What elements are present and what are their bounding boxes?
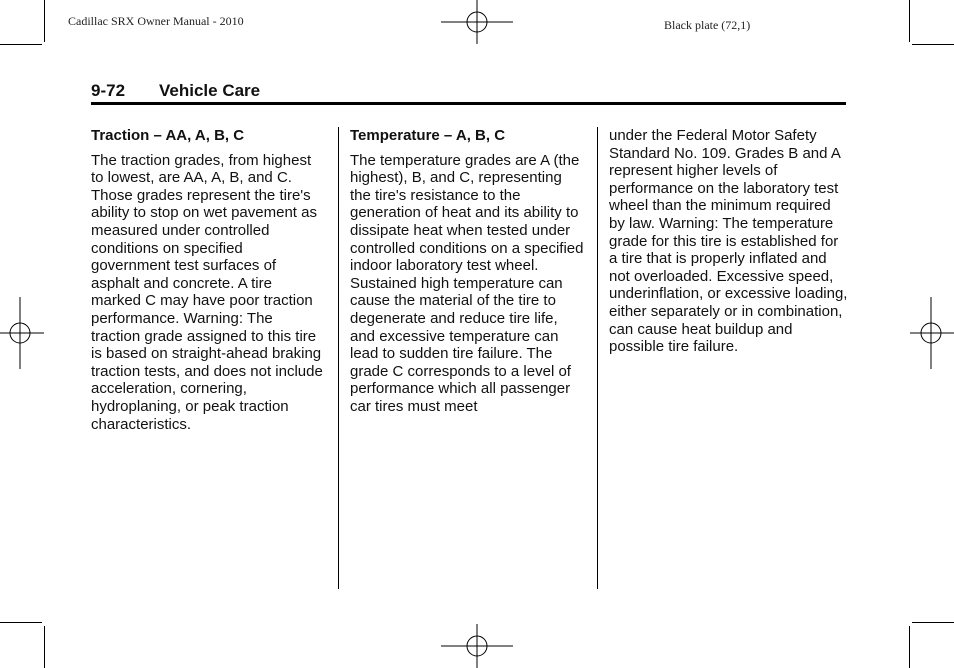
temperature-paragraph: The temperature grades are A (the highest), B, and C, representing the tire's resistance to the generation of heat and its ability to dissipate heat when tested under controlled conditions on a specified indoor laboratory test wheel. Sustained high temperature can cause the material of the tire to degenerate and reduce tire life, and excessive temperature can lead to sudden tire failure. The grade C corresponds to a level of performance which all passenger car tires must meet [350, 151, 584, 415]
crop-mark [44, 0, 45, 42]
temperature-paragraph-continued: under the Federal Motor Safety Standard No. 109. Grades B and A represent higher levels of performance on the laboratory test wheel than the minimum required by law. Warning: The temperature grade for this tire is established for a tire that is properly inflated and not overloaded. Excessive speed, underinflation, or excessive loading, either separately or in combination, can cause heat buildup and possible tire failure. [609, 127, 848, 356]
page-number: 9-72 [91, 81, 126, 100]
registration-mark-icon [441, 0, 513, 44]
print-header-title: Cadillac SRX Owner Manual - 2010 [68, 14, 244, 28]
registration-mark-icon [0, 297, 44, 369]
running-head [91, 80, 846, 102]
column-1 [91, 127, 324, 433]
registration-mark-icon [910, 297, 954, 369]
section-title: Vehicle Care [159, 81, 261, 100]
header-rule [91, 102, 846, 105]
crop-mark [909, 0, 910, 42]
column-divider [597, 127, 598, 589]
crop-mark [0, 622, 42, 623]
column-2 [350, 127, 586, 416]
crop-mark [912, 44, 954, 45]
registration-mark-icon [441, 624, 513, 668]
print-header-plate: Black plate (72,1) [664, 18, 751, 32]
traction-heading: Traction – AA, A, B, C [91, 127, 245, 144]
crop-mark [0, 44, 42, 45]
crop-mark [912, 622, 954, 623]
column-3 [609, 127, 849, 356]
crop-mark [44, 626, 45, 668]
traction-paragraph: The traction grades, from highest to lowest, are AA, A, B, and C. Those grades represent the tire's ability to stop on wet pavement as measured under controlled conditions on specified government test surfaces of asphalt and concrete. A tire marked C may have poor traction performance. Warning: The traction grade assigned to this tire is based on straight-ahead braking traction tests, and does not include acceleration, cornering, hydroplaning, or peak traction characteristics. [91, 151, 323, 433]
temperature-heading: Temperature – A, B, C [350, 127, 506, 144]
crop-mark [909, 626, 910, 668]
column-divider [338, 127, 339, 589]
